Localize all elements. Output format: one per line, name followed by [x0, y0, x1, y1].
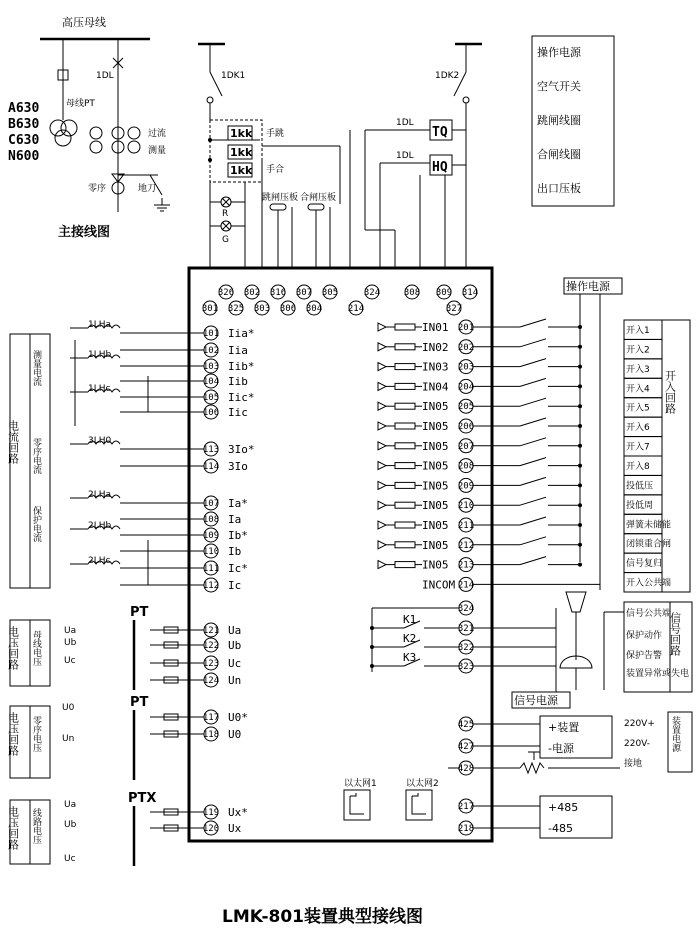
top-terminals — [202, 285, 478, 315]
ct-terminal-113-num: 113 — [202, 445, 220, 455]
vt-terminal-label: Ux — [228, 822, 242, 835]
legend-item-3: 合闸线圈 — [537, 148, 581, 161]
input-desc: 开入2 — [626, 345, 650, 356]
v1-in-uc: Uc — [64, 656, 76, 666]
left-terminals — [120, 326, 255, 835]
ct-2lhc: 2LHc — [88, 556, 111, 566]
overcurrent-label: 过流 — [148, 129, 167, 139]
power-terminal-428-num: 428 — [457, 764, 475, 774]
lamp-g-label: G — [222, 235, 229, 245]
input-terminal-201-num: 201 — [457, 323, 475, 333]
input-label: IN05 — [422, 499, 449, 513]
input-terminal-205-num: 205 — [457, 402, 475, 413]
v3-in-ua: Ua — [64, 800, 77, 810]
input-terminal-214-num: 214 — [457, 580, 475, 591]
signal-desc-1: 保护动作 — [626, 631, 663, 641]
ct-terminal-114-num: 114 — [202, 462, 220, 472]
signal-terminal-321-num: 321 — [457, 624, 475, 634]
voltage-2-group: 电压回路 — [6, 712, 20, 756]
top-terminal-326-num: 326 — [217, 288, 235, 298]
input-terminal-203-num: 203 — [457, 362, 475, 373]
signal-desc-0: 信号公共端 — [626, 609, 672, 619]
voltage-1-sub: 母线电压 — [31, 630, 41, 666]
phase-b-label: B630 — [8, 117, 40, 132]
manual-close-label: 手合 — [266, 165, 285, 175]
dl1-label: 1DL — [396, 118, 414, 128]
ct-terminal-102-num: 102 — [202, 346, 220, 356]
ethernet-1-port[interactable] — [344, 790, 370, 820]
top-terminal-306-num: 306 — [279, 304, 297, 314]
ct-terminal-label: Iib — [228, 375, 248, 388]
ground-knife-label: 地刀 — [138, 184, 157, 194]
signal-circuit — [372, 592, 692, 708]
ct-terminal-109-num: 109 — [202, 531, 220, 541]
input-label: IN05 — [422, 519, 449, 532]
voltage-3-sub: 线路电压 — [31, 808, 41, 844]
input-terminal-209-num: 209 — [457, 481, 475, 492]
input-terminal-208-num: 208 — [457, 461, 475, 472]
main-wiring — [8, 15, 170, 240]
ct-terminal-106-num: 106 — [202, 408, 220, 418]
close-plate-label: 合闸压板 — [300, 193, 337, 203]
relay-2: 1kk — [230, 146, 253, 159]
main-wiring-title: 主接线图 — [58, 225, 111, 240]
v3-in-uc: Uc — [64, 854, 76, 864]
input-desc: 开入1 — [626, 326, 650, 336]
input-label: IN04 — [422, 380, 449, 394]
manual-trip-label: 手跳 — [266, 129, 285, 139]
footer-title: LMK-801装置典型接线图 — [222, 907, 423, 927]
device-power-minus: -电源 — [548, 742, 574, 755]
input-terminal-206-num: 206 — [457, 422, 475, 432]
rs485-terminal-218-num: 218 — [457, 824, 475, 834]
vt-terminal-118-num: 118 — [202, 730, 220, 740]
power-right-0: 220V+ — [624, 719, 655, 729]
top-terminal-324-num: 324 — [363, 288, 381, 298]
top-terminal-325-num: 325 — [227, 304, 245, 314]
measure-current-label: 测量电流 — [31, 350, 41, 386]
ct-terminal-label: 3Io — [228, 460, 248, 473]
input-desc: 开入公共端 — [626, 578, 672, 589]
ct-terminal-label: Ia* — [228, 497, 248, 510]
voltage-circuit-3 — [7, 791, 157, 866]
ct-terminal-112-num: 112 — [202, 581, 220, 591]
input-desc: 开入8 — [626, 462, 650, 472]
voltage-1-group: 电压回路 — [6, 626, 20, 670]
input-label: IN05 — [422, 558, 449, 572]
ct-1lhc: 1LHc — [88, 384, 111, 394]
input-desc: 开入5 — [626, 403, 650, 414]
top-terminal-327-num: 327 — [445, 304, 463, 314]
zero-seq-label: 零序 — [88, 184, 107, 194]
top-terminal-308-num: 308 — [403, 288, 421, 298]
input-label: IN05 — [422, 479, 449, 493]
input-rows — [378, 319, 671, 592]
top-terminal-307-num: 307 — [295, 288, 313, 298]
signal-power-label: 信号电源 — [514, 694, 558, 707]
top-terminal-305-num: 305 — [321, 288, 339, 298]
switch-1dk1: 1DK1 — [221, 71, 246, 81]
input-label: IN01 — [422, 321, 449, 334]
rs485-minus: -485 — [548, 822, 573, 835]
voltage-2-sub: 零序电压 — [31, 716, 41, 752]
input-label: INCOM — [422, 578, 456, 592]
input-terminal-212-num: 212 — [457, 540, 475, 551]
legend-item-2: 跳闸线圈 — [537, 114, 581, 127]
vt-terminal-117-num: 117 — [202, 713, 220, 723]
vt-terminal-122-num: 122 — [202, 641, 220, 651]
ct-terminal-label: Ib — [228, 545, 242, 558]
ethernet-2-label: 以太网2 — [406, 779, 439, 789]
signal-relay-label: K2 — [403, 632, 417, 645]
pt-2-label: PT — [130, 695, 149, 710]
dl2-label: 1DL — [396, 151, 414, 161]
switch-1dk2: 1DK2 — [435, 71, 460, 81]
input-label: IN05 — [422, 459, 449, 473]
ct-terminal-103-num: 103 — [202, 362, 220, 372]
signal-relay-label: K1 — [403, 613, 417, 626]
pt-1-label: PT — [130, 605, 149, 620]
phase-n-label: N600 — [8, 149, 40, 164]
input-power-label: 操作电源 — [566, 280, 610, 293]
v3-in-ub: Ub — [64, 820, 77, 830]
trip-plate-label: 跳闸压板 — [262, 193, 299, 203]
tq-label: TQ — [432, 125, 448, 140]
ct-terminal-111-num: 111 — [202, 564, 220, 574]
v1-in-ub: Ub — [64, 638, 77, 648]
ct-terminal-label: Ic — [228, 579, 242, 592]
vt-terminal-label: Ub — [228, 639, 242, 652]
vt-terminal-label: Ua — [228, 624, 242, 637]
ct-terminal-label: Ib* — [228, 529, 248, 542]
ct-terminal-104-num: 104 — [202, 377, 220, 387]
power-terminal-425-num: 425 — [457, 720, 475, 730]
input-desc: 弹簧未储能 — [626, 520, 672, 531]
ct-coils — [70, 325, 148, 585]
ethernet-ports — [344, 777, 439, 820]
device-power-group: 装置电源 — [670, 716, 680, 752]
ct-terminal-label: Iic* — [228, 391, 255, 404]
top-terminal-301-num: 301 — [201, 304, 219, 314]
legend-item-4: 出口压板 — [537, 182, 581, 195]
zero-current-label: 零序电流 — [31, 438, 41, 474]
signal-group-label: 信号回路 — [668, 612, 682, 656]
phase-a-label: A630 — [8, 101, 40, 116]
input-label: IN02 — [422, 340, 449, 354]
input-desc: 闭锁重合闸 — [626, 539, 672, 550]
hq-label: HQ — [432, 160, 448, 175]
ct-2lhb: 2LHb — [88, 521, 112, 531]
input-desc: 开入3 — [626, 364, 650, 375]
v2-in-un: Un — [62, 734, 75, 744]
legend-top-right — [532, 36, 614, 206]
top-terminal-304-num: 304 — [305, 304, 323, 314]
input-terminal-202-num: 202 — [457, 342, 475, 353]
input-desc: 开入4 — [626, 384, 650, 395]
power-right-2: 接地 — [624, 759, 643, 769]
signal-terminal-322-num: 322 — [457, 643, 475, 653]
input-desc: 投低周 — [626, 500, 654, 511]
top-terminal-303-num: 303 — [253, 304, 271, 314]
input-label: IN05 — [422, 420, 449, 433]
protect-current-label: 保护电流 — [31, 506, 41, 542]
ct-terminal-label: Iic — [228, 406, 248, 419]
ethernet-2-port[interactable] — [406, 790, 432, 820]
input-terminal-207-num: 207 — [457, 441, 475, 452]
rs485-terminal-217-num: 217 — [457, 802, 475, 812]
ct-terminal-label: Iia — [228, 344, 248, 357]
signal-desc-2: 保护告警 — [626, 651, 663, 661]
signal-terminal-323-num: 323 — [457, 662, 475, 672]
input-group-label: 开入回路 — [663, 370, 677, 414]
rs485-terminals — [458, 799, 540, 835]
vt-terminal-label: U0* — [228, 711, 248, 724]
busbar-label: 高压母线 — [62, 16, 106, 29]
ct-terminal-101-num: 101 — [202, 329, 220, 339]
voltage-circuit-1 — [7, 605, 149, 690]
ct-terminal-label: Ia — [228, 513, 242, 526]
ct-1lha: 1LHa — [88, 320, 112, 330]
bus-pt-label: 母线PT — [66, 99, 95, 109]
signal-rows — [370, 601, 556, 673]
signal-terminal-324-num: 324 — [457, 604, 475, 614]
ct-terminal-110-num: 110 — [202, 547, 220, 557]
top-terminal-302-num: 302 — [243, 288, 261, 298]
ct-terminal-107-num: 107 — [202, 499, 220, 509]
top-terminal-214-num: 214 — [347, 304, 365, 314]
input-label: IN05 — [422, 538, 449, 552]
ct-terminal-108-num: 108 — [202, 515, 220, 525]
signal-relay-label: K3 — [403, 651, 417, 664]
legend-item-0: 操作电源 — [537, 46, 581, 59]
input-terminal-211-num: 211 — [457, 521, 475, 531]
vt-terminal-121-num: 121 — [202, 626, 220, 636]
voltage-circuit-2 — [7, 695, 149, 780]
vt-terminal-120-num: 120 — [202, 824, 220, 834]
relay-1: 1kk — [230, 127, 253, 140]
ct-1lhb: 1LHb — [88, 350, 112, 360]
top-terminal-314-num: 314 — [461, 288, 479, 298]
lamp-r-label: R — [222, 209, 229, 219]
phase-c-label: C630 — [8, 133, 40, 148]
ct-3lh0: 3LH0 — [88, 436, 112, 446]
relay-3: 1kk — [230, 164, 253, 177]
device-power-plus: +装置 — [548, 721, 580, 734]
vt-terminal-124-num: 124 — [202, 676, 220, 686]
measure-label: 测量 — [148, 146, 167, 156]
current-group-label: 电流回路 — [6, 420, 20, 464]
voltage-3-group: 电压回路 — [6, 806, 20, 850]
vt-terminal-label: Un — [228, 674, 242, 687]
input-terminal-213-num: 213 — [457, 560, 475, 571]
input-terminal-204-num: 204 — [457, 382, 475, 393]
input-desc: 开入7 — [626, 442, 650, 453]
ct-terminal-label: 3Io* — [228, 443, 255, 456]
rs485-plus: +485 — [548, 801, 579, 814]
v2-in-u0: U0 — [62, 703, 75, 713]
vt-terminal-119-num: 119 — [202, 808, 220, 818]
input-label: IN05 — [422, 439, 449, 453]
breaker-label: 1DL — [96, 71, 114, 81]
current-circuit — [7, 320, 112, 588]
ct-terminal-105-num: 105 — [202, 393, 220, 403]
input-desc: 开入6 — [626, 423, 650, 434]
power-terminals — [458, 717, 540, 775]
ct-terminal-label: Iib* — [228, 360, 255, 373]
ethernet-1-label: 以太网1 — [344, 779, 377, 789]
legend-item-1: 空气开关 — [537, 80, 581, 93]
power-right-1: 220V- — [624, 739, 651, 749]
vt-terminal-label: U0 — [228, 728, 242, 741]
input-label: IN03 — [422, 360, 449, 374]
vt-terminal-label: Ux* — [228, 806, 248, 819]
top-terminal-316-num: 316 — [269, 288, 287, 298]
ct-terminal-label: Iia* — [228, 327, 255, 340]
ct-2lha: 2LHa — [88, 490, 112, 500]
device-power — [448, 712, 692, 773]
pt-3-label: PTX — [128, 791, 157, 806]
input-desc: 投低压 — [626, 481, 654, 492]
power-terminal-427-num: 427 — [457, 742, 475, 752]
vt-terminal-label: Uc — [228, 657, 242, 670]
input-label: IN05 — [422, 400, 449, 414]
vt-terminal-123-num: 123 — [202, 659, 220, 669]
input-terminal-210-num: 210 — [457, 501, 475, 512]
ct-terminal-label: Ic* — [228, 562, 248, 575]
input-desc: 信号复归 — [626, 559, 663, 570]
v1-in-ua: Ua — [64, 626, 77, 636]
control-circuit — [198, 44, 482, 268]
rs485 — [540, 796, 612, 838]
top-terminal-309-num: 309 — [435, 288, 453, 298]
signal-desc-3: 装置异常或失电 — [626, 669, 690, 679]
